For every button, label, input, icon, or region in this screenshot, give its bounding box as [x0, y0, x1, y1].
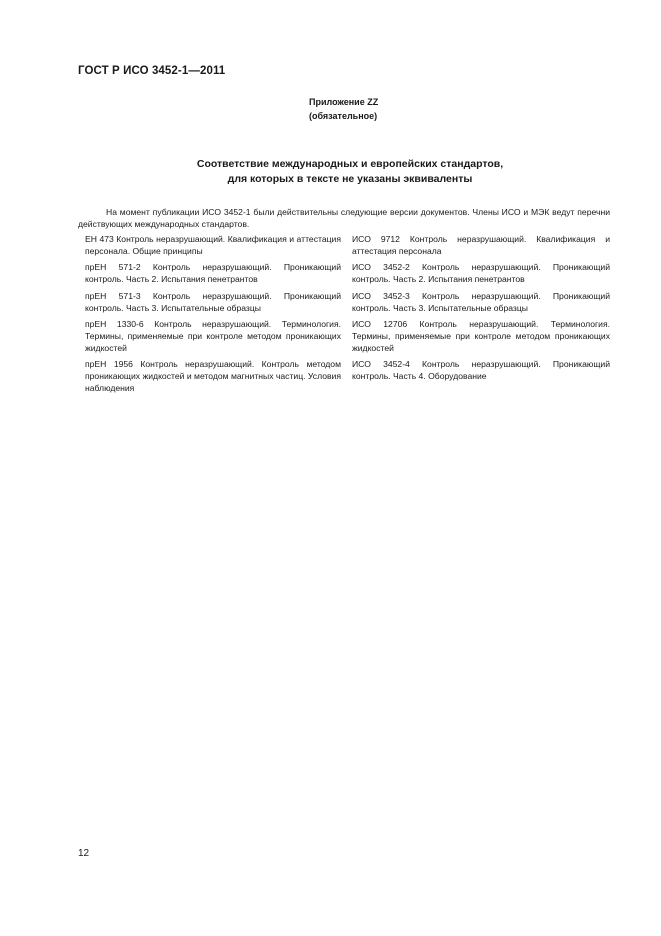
annex-status: (обязательное) — [309, 111, 378, 121]
correspondence-row — [85, 359, 610, 394]
annex-title — [100, 157, 600, 187]
international-standard: ИСО 3452-4 Контроль неразрушающий. Проникающий контроль. Часть 4. Оборудование — [352, 359, 610, 382]
international-standard: ИСО 3452-3 Контроль неразрушающий. Проникающий контроль. Часть 3. Испытательные образцы — [352, 290, 610, 313]
document-header: ГОСТ Р ИСО 3452-1—2011 — [78, 65, 226, 77]
european-standard: прЕН 1956 Контроль неразрушающий. Контроль методом проникающих жидкостей и методом магнитных частиц. Условия наблюдения — [85, 359, 341, 393]
correspondence-row — [85, 291, 610, 314]
annex-title-line-1: Соответствие международных и европейских стандартов, — [196, 158, 504, 170]
european-standard: прЕН 571-3 Контроль неразрушающий. Проникающий контроль. Часть 3. Испытательные образцы — [85, 290, 341, 313]
annex-title-line-2: для которых в тексте не указаны эквиваленты — [227, 173, 473, 185]
correspondence-row — [85, 319, 610, 354]
correspondence-row — [85, 262, 610, 285]
international-standard: ИСО 3452-2 Контроль неразрушающий. Проникающий контроль. Часть 2. Испытания пенетрантов — [352, 262, 610, 285]
correspondence-list — [85, 234, 610, 399]
european-standard: прЕН 1330-6 Контроль неразрушающий. Терминология. Термины, применяемые при контроле методом проникающих жидкостей — [85, 319, 341, 353]
european-standard: прЕН 571-2 Контроль неразрушающий. Проникающий контроль. Часть 2. Испытания пенетрантов — [85, 262, 341, 285]
annex-label — [309, 95, 378, 123]
intro-paragraph: На момент публикации ИСО 3452-1 были действительны следующие версии документов. Члены ИСО и МЭК ведут перечни действующих международных стандартов. — [78, 206, 610, 230]
european-standard: ЕН 473 Контроль неразрушающий. Квалификация и аттестация персонала. Общие принципы — [85, 234, 341, 256]
annex-number: Приложение ZZ — [309, 97, 379, 107]
correspondence-row — [85, 234, 610, 257]
page-number: 12 — [78, 848, 90, 859]
international-standard: ИСО 12706 Контроль неразрушающий. Терминология. Термины, применяемые при контроле методом проникающих жидкостей — [352, 319, 610, 353]
international-standard: ИСО 9712 Контроль неразрушающий. Квалификация и аттестация персонала — [352, 234, 610, 256]
